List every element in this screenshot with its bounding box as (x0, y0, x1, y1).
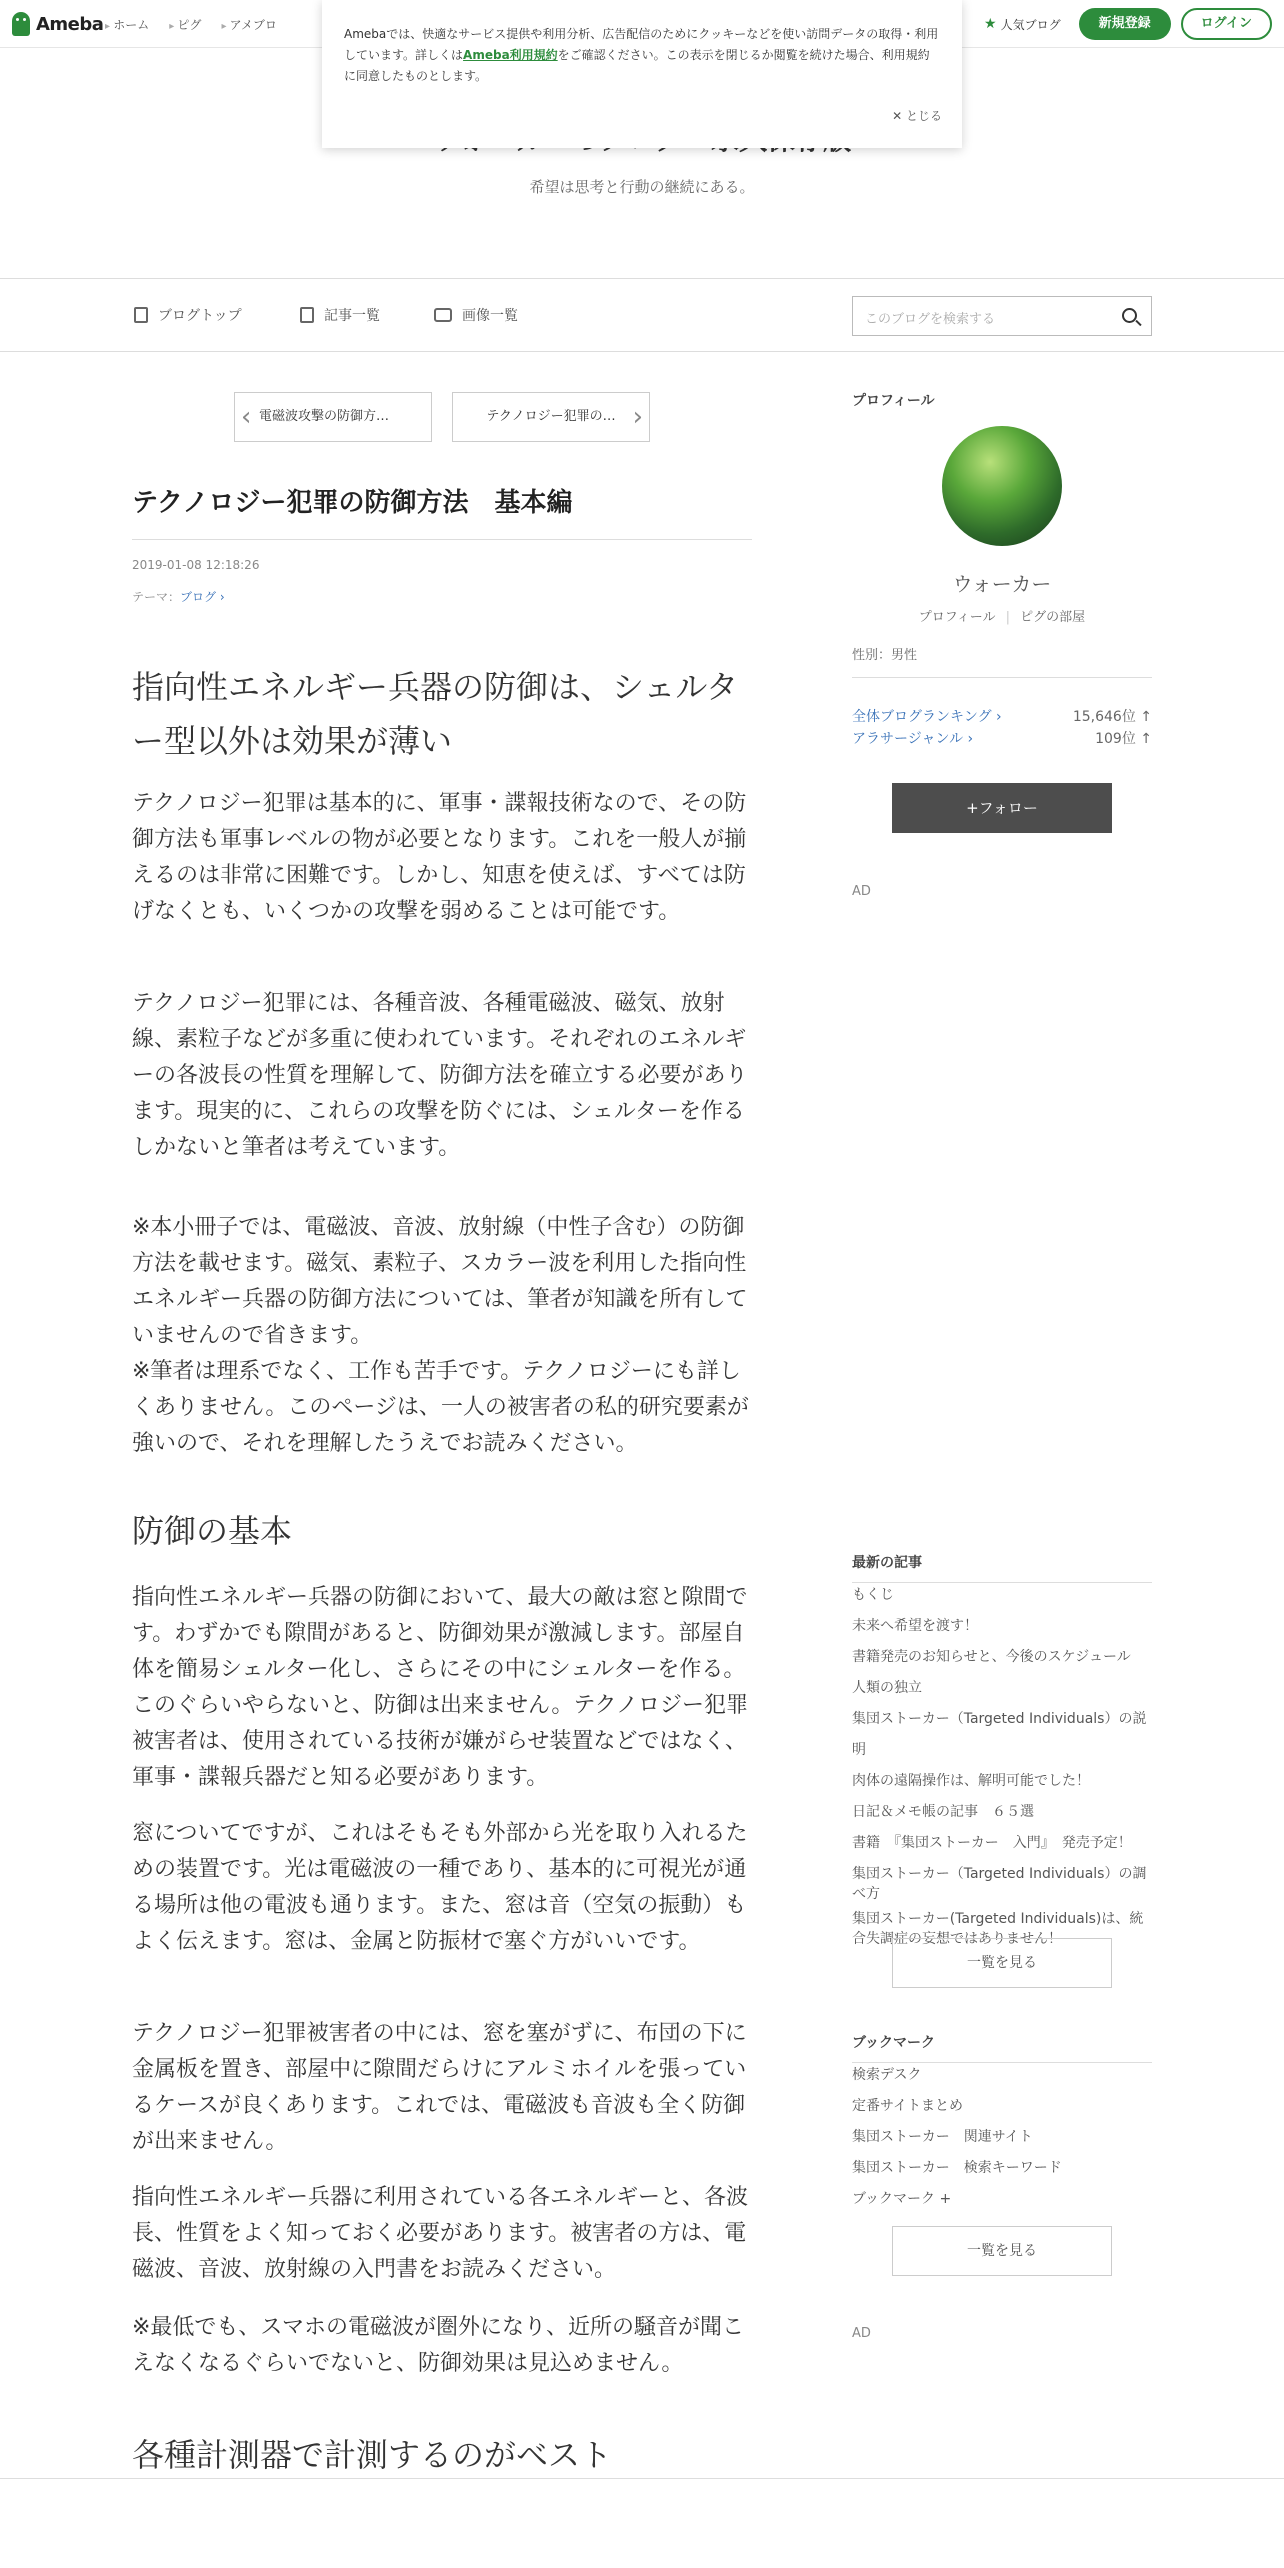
profile-gender: 性別：男性 (852, 644, 1152, 678)
paragraph: 指向性エネルギー兵器に利用されている各エネルギーと、各波長、性質をよく知っておく必要があります。被害者の方は、電磁波、音波、放射線の入門書をお読みください。 (132, 2185, 749, 2282)
ameba-logo-icon (12, 12, 30, 36)
article-date: 2019-01-08 12:18:26 (132, 558, 260, 572)
section-heading: 指向性エネルギー兵器の防御は、シェルター型以外は効果が薄い (132, 668, 739, 760)
article-title: テクノロジー犯罪の防御方法 基本編 (132, 482, 752, 540)
terms-link[interactable]: Ameba利用規約 (463, 48, 558, 62)
paragraph: ※筆者は理系でなく、工作も苦手です。テクノロジーにも詳しくありません。このページは、一人の被害者の私的研究要素が強いので、それを理解したうえでお読みください。 (132, 1359, 749, 1456)
profile-heading: プロフィール (852, 393, 935, 409)
recent-list (852, 1580, 1152, 1954)
camera-icon (434, 308, 452, 322)
footer-divider (0, 2478, 1284, 2479)
recent-item[interactable]: 日記＆メモ帳の記事 ６５選 (852, 1804, 1034, 1820)
ranking-block (852, 706, 1152, 750)
paragraph: テクノロジー犯罪には、各種音波、各種電磁波、磁気、放射線、素粒子などが多重に使われています。それぞれのエネルギーの各波長の性質を理解して、防御方法を確立する必要があります。現実的に、これらの攻撃を防ぐには、シェルターを作るしかないと筆者は考えています。 (132, 991, 748, 1160)
header-actions (984, 8, 1272, 40)
ad-label: AD (852, 884, 871, 899)
blog-tagline: 希望は思考と行動の継続にある。 (529, 178, 755, 196)
search-placeholder: このブログを検索する (865, 312, 996, 327)
recent-item[interactable]: 肉体の遠隔操作は、解明可能でした！ (852, 1773, 1090, 1789)
profile-link[interactable]: プロフィール (918, 610, 996, 625)
global-nav (105, 16, 277, 33)
recent-item[interactable]: 人類の独立 (852, 1680, 922, 1696)
blog-search-input[interactable] (852, 296, 1152, 336)
paragraph: ※最低でも、スマホの電磁波が圏外になり、近所の騒音が聞こえなくなるぐらいでないと、防御効果は見込めません。 (132, 2315, 744, 2376)
recent-heading: 最新の記事 (852, 1552, 1152, 1583)
nav-blog-top[interactable] (134, 305, 242, 325)
paragraph: ※本小冊子では、電磁波、音波、放射線（中性子含む）の防御方法を載せます。磁気、素粒子、スカラー波を利用した指向性エネルギー兵器の防御方法については、筆者が知識を所有していませんので省きます。 (132, 1215, 748, 1348)
nav-image-list[interactable] (434, 305, 518, 325)
recent-more-button[interactable]: 一覧を見る (892, 1938, 1112, 1988)
ad-label: AD (852, 2326, 871, 2341)
bookmark-heading: ブックマーク (852, 2032, 1152, 2063)
prev-article-button[interactable] (234, 392, 432, 442)
nav-entry-list-label: 記事一覧 (324, 308, 380, 324)
nav-image-list-label: 画像一覧 (462, 308, 518, 324)
nav-home[interactable]: ▸ ホーム (105, 16, 149, 33)
paragraph: 指向性エネルギー兵器の防御において、最大の敵は窓と隙間です。わずかでも隙間があると、防御効果が激減します。部屋自体を簡易シェルター化し、さらにその中にシェルターを作る。このぐらいやらないと、防御は出来ません。テクノロジー犯罪被害者は、使用されている技術が嫌がらせ装置などではなく、軍事・諜報兵器だと知る必要があります。 (132, 1585, 749, 1790)
recent-item[interactable]: 集団ストーカー(Targeted Individuals)は、統合失調症の妄想ではありません！ (852, 1911, 1144, 1947)
blog-nav (0, 278, 1284, 352)
nav-blog-top-label: ブログトップ (158, 308, 242, 324)
popular-blog-link[interactable] (984, 16, 1061, 33)
genre-ranking-value: 109位 ↑ (1095, 731, 1152, 747)
recent-item[interactable]: 集団ストーカー（Targeted Individuals）の調べ方 (852, 1866, 1147, 1902)
login-button[interactable]: ログイン (1181, 8, 1272, 40)
recent-item[interactable]: 書籍 『集団ストーカー 入門』 発売予定！ (852, 1835, 1132, 1851)
document-icon (134, 307, 148, 323)
star-icon: ★ (984, 16, 997, 32)
paragraph: テクノロジー犯罪は基本的に、軍事・諜報技術なので、その防御方法も軍事レベルの物が必要となります。これを一般人が揃えるのは非常に困難です。しかし、知恵を使えば、すべては防げなくとも、いくつかの攻撃を弱めることは可能です。 (132, 791, 747, 924)
cookie-banner (322, 0, 962, 148)
search-icon[interactable] (1122, 308, 1137, 323)
pig-room-link[interactable]: ピグの部屋 (1020, 610, 1086, 625)
profile-avatar[interactable] (942, 426, 1062, 546)
bookmark-list (852, 2060, 1152, 2215)
profile-name[interactable]: ウォーカー (952, 572, 1052, 596)
bookmark-item[interactable]: 定番サイトまとめ (852, 2098, 964, 2114)
bookmark-add[interactable]: ブックマーク + (852, 2191, 952, 2207)
chevron-right-icon: › (632, 402, 643, 432)
genre-ranking-link[interactable]: アラサージャンル › (852, 731, 974, 747)
recent-item[interactable]: 未来へ希望を渡す！ (852, 1618, 978, 1634)
bookmark-item[interactable]: 集団ストーカー 検索キーワード (852, 2160, 1062, 2176)
bookmark-more-button[interactable]: 一覧を見る (892, 2226, 1112, 2276)
overall-ranking-value: 15,646位 ↑ (1072, 709, 1152, 725)
popular-label: 人気ブログ (1000, 17, 1061, 32)
chevron-left-icon: ‹ (241, 402, 252, 432)
paragraph: 窓についてですが、これはそもそも外部から光を取り入れるための装置です。光は電磁波の一種であり、基本的に可視光が通る場所は他の電波も通ります。また、窓は音（空気の振動）もよく伝えます。窓は、金属と防振材で塞ぐ方がいいです。 (132, 1821, 748, 1954)
next-article-button[interactable] (452, 392, 650, 442)
bookmark-item[interactable]: 集団ストーカー 関連サイト (852, 2129, 1033, 2145)
nav-ameblo[interactable]: ▸ アメブロ (221, 16, 276, 33)
nav-entry-list[interactable] (300, 305, 380, 325)
paragraph: テクノロジー犯罪被害者の中には、窓を塞がずに、布団の下に金属板を置き、部屋中に隙間だらけにアルミホイルを張っているケースが良くあります。これでは、電磁波も音波も全く防御が出来ません。 (132, 2021, 747, 2154)
section-heading: 各種計測器で計測するのがベスト (132, 2436, 613, 2474)
prev-article-label: 電磁波攻撃の防御方… (259, 409, 390, 424)
ameba-logo[interactable] (12, 12, 103, 36)
article-theme: テーマ：ブログ › (132, 590, 225, 604)
recent-item[interactable]: 書籍発売のお知らせと、今後のスケジュール (852, 1649, 1131, 1665)
recent-item[interactable]: 集団ストーカー（Targeted Individuals）の説明 (852, 1711, 1147, 1758)
next-article-label: テクノロジー犯罪の… (486, 409, 616, 424)
follow-button[interactable]: +フォロー (892, 783, 1112, 833)
logo-text: Ameba (36, 13, 104, 35)
section-heading: 防御の基本 (132, 1512, 293, 1550)
cookie-close-button[interactable]: ✕ とじる (892, 109, 942, 123)
profile-links: プロフィール | ピグの部屋 (918, 610, 1086, 625)
copy-icon (300, 307, 314, 323)
signup-button[interactable]: 新規登録 (1079, 8, 1171, 40)
recent-item[interactable]: もくじ (852, 1587, 894, 1603)
bookmark-item[interactable]: 検索デスク (852, 2067, 922, 2083)
overall-ranking-link[interactable]: 全体ブログランキング › (852, 709, 1002, 725)
cookie-text: Amebaでは、快適なサービス提供や利用分析、広告配信のためにクッキーなどを使い訪問データの取得・利用しています。詳しくはAmeba利用規約をご確認ください。この表示を閉じるか閲覧を続けた場合、利用規約に同意したものとします。 (344, 27, 939, 83)
theme-link[interactable]: ブログ › (180, 590, 225, 604)
nav-pig[interactable]: ▸ ピグ (169, 16, 201, 33)
